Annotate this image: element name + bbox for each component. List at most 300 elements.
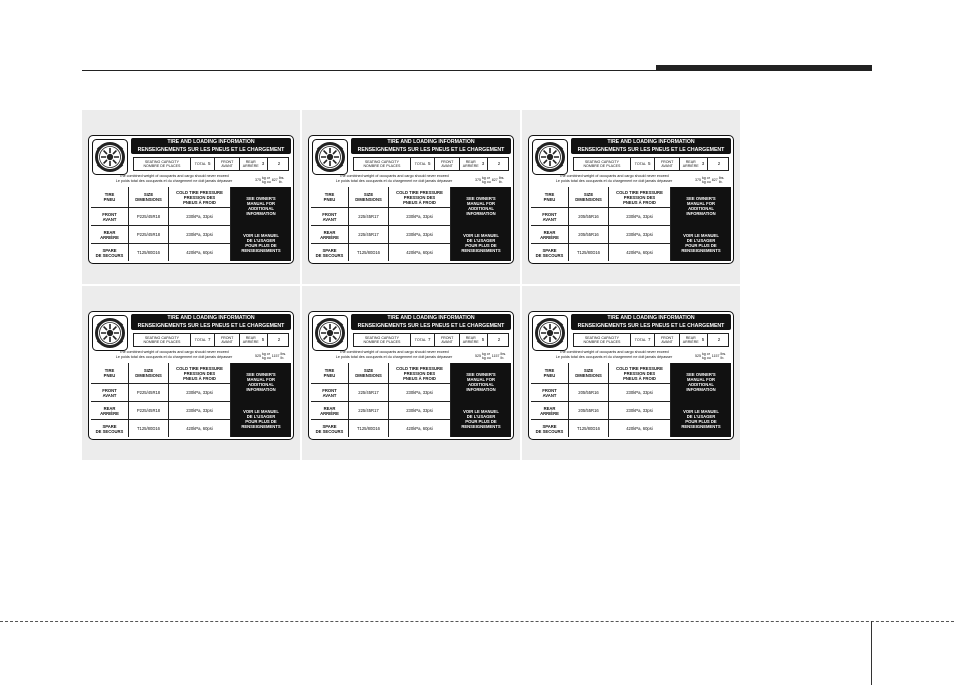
- front-seat-value: 2: [277, 160, 281, 166]
- weight-lbs-unit: lbs. lb.: [500, 352, 507, 360]
- tire-loading-label: [88, 135, 294, 264]
- spare-size: T125/80D16: [569, 419, 609, 437]
- combined-weight-text-fr: Le poids total des occupants et du chargement ne doit jamais dépasser: [115, 355, 233, 359]
- voir-manuel-text: POUR PLUS DE: [245, 243, 277, 248]
- seating-label-fr: NOMBRE DE PLACES: [143, 340, 181, 344]
- tire-icon: [92, 315, 128, 351]
- col-pressure-fr2: PNEUS À FROID: [623, 375, 656, 381]
- seating-capacity-box: [353, 333, 509, 347]
- col-pressure-fr2: PNEUS À FROID: [183, 199, 216, 205]
- voir-manuel-text: DE L'USAGER: [686, 414, 716, 419]
- see-manual-text: MANUAL FOR: [686, 201, 716, 206]
- col-pressure-fr2: PNEUS À FROID: [403, 375, 436, 381]
- row-rear: REAR: [323, 405, 336, 411]
- col-pressure-fr: PRESSION DES: [403, 370, 436, 376]
- front-seat-label-fr: AVANT: [441, 164, 453, 168]
- weight-kg-unit: kg or kg ou: [482, 352, 491, 360]
- see-manual-text: ADDITIONAL: [468, 382, 494, 387]
- total-value: 5: [427, 160, 431, 166]
- label-title: TIRE AND LOADING INFORMATION: [607, 315, 695, 321]
- tire-label-panel: [302, 286, 520, 460]
- row-spare: SPARE: [542, 247, 557, 253]
- seating-capacity-box: [353, 157, 509, 171]
- weight-kg: 525: [475, 353, 481, 358]
- label-header: [131, 138, 291, 154]
- tire-loading-label: [88, 311, 294, 440]
- label-title-fr: RENSEIGNEMENTS SUR LES PNEUS ET LE CHARGEMENT: [137, 323, 285, 329]
- rear-seat-label-fr: ARRIÈRE: [462, 164, 479, 168]
- front-seat-label: FRONT: [440, 159, 454, 164]
- row-spare: SPARE: [542, 423, 557, 429]
- see-manual-text: INFORMATION: [466, 211, 496, 216]
- front-pressure: 230kPa, 33psi: [609, 383, 671, 401]
- total-label: TOTAL: [194, 337, 206, 342]
- col-size-fr: DIMENSIONS: [355, 197, 382, 202]
- see-manual-box: [671, 363, 731, 401]
- row-rear-fr: ARRIÈRE: [320, 234, 339, 240]
- see-manual-text: ADDITIONAL: [688, 206, 714, 211]
- weight-lbs: 827: [711, 177, 718, 182]
- rear-size: 205/55R16: [569, 401, 609, 419]
- col-size: SIZE: [363, 192, 374, 197]
- row-front-fr: AVANT: [102, 392, 117, 398]
- voir-manuel-text: RENSEIGNEMENTS: [241, 424, 281, 429]
- rear-seat-label: REAR: [245, 159, 256, 164]
- combined-weight-text-fr: Le poids total des occupants et du chargement ne doit jamais dépasser: [555, 179, 673, 183]
- see-manual-text: INFORMATION: [686, 387, 716, 392]
- tire-label-panel: [82, 286, 300, 460]
- row-spare: SPARE: [102, 423, 117, 429]
- see-manual-text: INFORMATION: [466, 387, 496, 392]
- row-front-fr: AVANT: [102, 216, 117, 222]
- spare-size: T125/80D16: [129, 419, 169, 437]
- voir-manuel-text: POUR PLUS DE: [465, 419, 497, 424]
- col-pressure-fr: PRESSION DES: [183, 194, 216, 200]
- front-seat-label-fr: AVANT: [441, 340, 453, 344]
- rear-seat-label: REAR: [465, 335, 476, 340]
- label-title-fr: RENSEIGNEMENTS SUR LES PNEUS ET LE CHARGEMENT: [137, 147, 285, 153]
- weight-kg: 525: [255, 353, 261, 358]
- col-size-fr: DIMENSIONS: [135, 373, 162, 378]
- tire-pressure-table: [91, 187, 291, 261]
- col-pressure-fr: PRESSION DES: [183, 370, 216, 376]
- col-size: SIZE: [363, 368, 374, 373]
- total-value: 5: [207, 160, 211, 166]
- col-size: SIZE: [583, 368, 594, 373]
- rear-pressure: 230kPa, 33psi: [169, 225, 231, 243]
- seating-label: SEATING CAPACITY: [584, 335, 620, 340]
- weight-kg-unit: kg or kg ou: [262, 352, 271, 360]
- col-size-fr: DIMENSIONS: [575, 373, 602, 378]
- see-manual-text: SEE OWNER'S: [686, 372, 716, 377]
- weight-lbs-unit: lbs. lb.: [718, 176, 725, 184]
- see-manual-box: [231, 187, 291, 225]
- seating-label: SEATING CAPACITY: [364, 335, 400, 340]
- combined-weight-note: [313, 350, 511, 362]
- weight-kg: 375: [255, 177, 261, 182]
- front-size: 225/45R17: [349, 207, 389, 225]
- row-front: FRONT: [322, 211, 337, 217]
- col-tire: TIRE: [324, 192, 335, 197]
- total-value: 7: [207, 336, 211, 342]
- rear-seat-label: REAR: [685, 335, 696, 340]
- row-front: FRONT: [322, 387, 337, 393]
- combined-weight-note: [533, 350, 731, 362]
- tire-icon: [312, 139, 348, 175]
- front-size: 205/55R16: [569, 207, 609, 225]
- front-size: P225/45R18: [129, 383, 169, 401]
- footer-dashed-rule: [0, 621, 954, 622]
- col-tire: TIRE: [544, 368, 555, 373]
- label-header: [571, 314, 731, 330]
- weight-kg: 525: [695, 353, 701, 358]
- weight-kg-unit: kg or kg ou: [702, 352, 711, 360]
- spare-pressure: 420kPa, 60psi: [609, 243, 671, 261]
- voir-manuel-text: DE L'USAGER: [686, 238, 716, 243]
- weight-lbs-unit: lbs. lb.: [498, 176, 505, 184]
- see-manual-text: INFORMATION: [686, 211, 716, 216]
- voir-manuel-text: VOIR LE MANUEL: [463, 409, 499, 414]
- row-rear-fr: ARRIÈRE: [540, 234, 559, 240]
- row-spare-fr: DE SECOURS: [535, 428, 564, 434]
- tire-pressure-table: [91, 363, 291, 437]
- see-manual-text: MANUAL FOR: [686, 377, 716, 382]
- rear-pressure: 230kPa, 33psi: [389, 225, 451, 243]
- row-front: FRONT: [102, 387, 117, 393]
- see-manual-box: [451, 187, 511, 225]
- col-pressure-fr: PRESSION DES: [403, 194, 436, 200]
- spare-pressure: 420kPa, 60psi: [609, 419, 671, 437]
- weight-kg: 375: [475, 177, 481, 182]
- rear-size: 225/45R17: [349, 401, 389, 419]
- voir-manuel-box: [451, 401, 511, 437]
- rear-seat-value: 5: [701, 336, 705, 342]
- row-front-fr: AVANT: [322, 392, 337, 398]
- tire-label-panel: [82, 110, 300, 284]
- front-seat-label-fr: AVANT: [221, 164, 233, 168]
- col-pressure-fr2: PNEUS À FROID: [183, 375, 216, 381]
- rear-seat-label-fr: ARRIÈRE: [682, 164, 699, 168]
- front-pressure: 230kPa, 33psi: [169, 207, 231, 225]
- col-tire-fr: PNEU: [323, 197, 336, 202]
- col-tire-fr: PNEU: [543, 373, 556, 378]
- spare-pressure: 420kPa, 60psi: [389, 243, 451, 261]
- tire-label-grid: [82, 110, 740, 462]
- combined-weight-note: [93, 350, 291, 362]
- front-seat-value: 2: [497, 336, 501, 342]
- seating-label: SEATING CAPACITY: [144, 159, 180, 164]
- voir-manuel-text: DE L'USAGER: [466, 238, 496, 243]
- combined-weight-note: [93, 174, 291, 186]
- combined-weight-text-fr: Le poids total des occupants et du chargement ne doit jamais dépasser: [555, 355, 673, 359]
- rear-size: 205/55R16: [569, 225, 609, 243]
- spare-size: T125/80D16: [129, 243, 169, 261]
- label-title: TIRE AND LOADING INFORMATION: [607, 139, 695, 145]
- front-seat-label-fr: AVANT: [661, 164, 673, 168]
- label-title-fr: RENSEIGNEMENTS SUR LES PNEUS ET LE CHARGEMENT: [357, 147, 505, 153]
- see-manual-text: ADDITIONAL: [248, 206, 274, 211]
- weight-lbs-unit: lbs. lb.: [278, 176, 285, 184]
- front-seat-value: 2: [277, 336, 281, 342]
- row-spare-fr: DE SECOURS: [95, 252, 124, 258]
- voir-manuel-text: RENSEIGNEMENTS: [461, 248, 501, 253]
- tire-icon: [532, 315, 568, 351]
- seating-label-fr: NOMBRE DE PLACES: [583, 340, 621, 344]
- tire-loading-label: [528, 311, 734, 440]
- weight-lbs-unit: lbs. lb.: [280, 352, 287, 360]
- col-pressure: COLD TIRE PRESSURE: [616, 189, 663, 195]
- voir-manuel-text: POUR PLUS DE: [685, 419, 717, 424]
- front-seat-label-fr: AVANT: [661, 340, 673, 344]
- row-front-fr: AVANT: [542, 392, 557, 398]
- rear-seat-label-fr: ARRIÈRE: [242, 340, 259, 344]
- total-label: TOTAL: [634, 337, 646, 342]
- row-rear: REAR: [103, 405, 116, 411]
- label-title: TIRE AND LOADING INFORMATION: [387, 139, 475, 145]
- weight-lbs: 1157: [271, 353, 280, 358]
- combined-weight-text: The combined weight of occupants and cargo should never exceed: [559, 174, 669, 178]
- see-manual-text: SEE OWNER'S: [466, 196, 496, 201]
- col-pressure: COLD TIRE PRESSURE: [616, 365, 663, 371]
- front-pressure: 230kPa, 33psi: [169, 383, 231, 401]
- voir-manuel-text: VOIR LE MANUEL: [463, 233, 499, 238]
- rear-seat-value: 3: [701, 160, 705, 166]
- col-pressure: COLD TIRE PRESSURE: [396, 189, 443, 195]
- see-manual-text: INFORMATION: [246, 387, 276, 392]
- total-label: TOTAL: [194, 161, 206, 166]
- tire-loading-label: [308, 135, 514, 264]
- front-seat-value: 2: [717, 336, 721, 342]
- voir-manuel-box: [451, 225, 511, 261]
- see-manual-box: [451, 363, 511, 401]
- voir-manuel-text: VOIR LE MANUEL: [683, 233, 719, 238]
- see-manual-text: SEE OWNER'S: [246, 372, 276, 377]
- rear-pressure: 230kPa, 33psi: [609, 401, 671, 419]
- seating-label-fr: NOMBRE DE PLACES: [583, 164, 621, 168]
- see-manual-box: [231, 363, 291, 401]
- spare-size: T125/80D16: [349, 243, 389, 261]
- combined-weight-note: [533, 174, 731, 186]
- combined-weight-text: The combined weight of occupants and cargo should never exceed: [339, 350, 449, 354]
- col-tire: TIRE: [104, 192, 115, 197]
- tire-icon: [532, 139, 568, 175]
- seating-capacity-box: [133, 333, 289, 347]
- rear-seat-label-fr: ARRIÈRE: [682, 340, 699, 344]
- total-label: TOTAL: [414, 337, 426, 342]
- total-label: TOTAL: [634, 161, 646, 166]
- spare-pressure: 420kPa, 60psi: [169, 419, 231, 437]
- spare-size: T125/80D16: [569, 243, 609, 261]
- tire-loading-label: [308, 311, 514, 440]
- weight-kg-unit: kg or kg ou: [482, 176, 491, 184]
- col-pressure: COLD TIRE PRESSURE: [176, 365, 223, 371]
- col-size: SIZE: [583, 192, 594, 197]
- see-manual-box: [671, 187, 731, 225]
- col-size-fr: DIMENSIONS: [135, 197, 162, 202]
- see-manual-text: ADDITIONAL: [468, 206, 494, 211]
- total-label: TOTAL: [414, 161, 426, 166]
- row-rear: REAR: [103, 229, 116, 235]
- header-rule: [82, 70, 872, 71]
- voir-manuel-text: RENSEIGNEMENTS: [681, 248, 721, 253]
- combined-weight-text-fr: Le poids total des occupants et du chargement ne doit jamais dépasser: [335, 355, 453, 359]
- rear-size: P225/45R18: [129, 401, 169, 419]
- voir-manuel-box: [671, 401, 731, 437]
- label-header: [351, 138, 511, 154]
- spare-size: T125/80D16: [349, 419, 389, 437]
- col-size: SIZE: [143, 368, 154, 373]
- combined-weight-text: The combined weight of occupants and cargo should never exceed: [119, 350, 229, 354]
- col-pressure-fr: PRESSION DES: [623, 370, 656, 376]
- front-seat-value: 2: [497, 160, 501, 166]
- seating-label-fr: NOMBRE DE PLACES: [363, 340, 401, 344]
- front-size: 205/55R16: [569, 383, 609, 401]
- row-spare-fr: DE SECOURS: [95, 428, 124, 434]
- label-header: [351, 314, 511, 330]
- total-value: 7: [427, 336, 431, 342]
- rear-seat-label: REAR: [465, 159, 476, 164]
- voir-manuel-text: DE L'USAGER: [246, 414, 276, 419]
- voir-manuel-text: RENSEIGNEMENTS: [461, 424, 501, 429]
- combined-weight-text-fr: Le poids total des occupants et du chargement ne doit jamais dépasser: [335, 179, 453, 183]
- col-pressure-fr: PRESSION DES: [623, 194, 656, 200]
- rear-seat-label: REAR: [685, 159, 696, 164]
- col-pressure-fr2: PNEUS À FROID: [623, 199, 656, 205]
- combined-weight-text: The combined weight of occupants and cargo should never exceed: [339, 174, 449, 178]
- row-front-fr: AVANT: [542, 216, 557, 222]
- weight-kg-unit: kg or kg ou: [702, 176, 711, 184]
- tire-label-panel: [522, 286, 740, 460]
- front-seat-label: FRONT: [660, 335, 674, 340]
- col-tire: TIRE: [104, 368, 115, 373]
- row-front: FRONT: [542, 211, 557, 217]
- front-pressure: 230kPa, 33psi: [389, 207, 451, 225]
- col-tire: TIRE: [324, 368, 335, 373]
- row-spare-fr: DE SECOURS: [535, 252, 564, 258]
- weight-lbs-unit: lbs. lb.: [720, 352, 727, 360]
- col-pressure-fr2: PNEUS À FROID: [403, 199, 436, 205]
- voir-manuel-text: POUR PLUS DE: [685, 243, 717, 248]
- voir-manuel-text: VOIR LE MANUEL: [243, 233, 279, 238]
- voir-manuel-text: RENSEIGNEMENTS: [241, 248, 281, 253]
- voir-manuel-text: DE L'USAGER: [246, 238, 276, 243]
- col-size-fr: DIMENSIONS: [575, 197, 602, 202]
- rear-pressure: 230kPa, 33psi: [609, 225, 671, 243]
- combined-weight-text-fr: Le poids total des occupants et du chargement ne doit jamais dépasser: [115, 179, 233, 183]
- row-spare: SPARE: [322, 247, 337, 253]
- see-manual-text: ADDITIONAL: [688, 382, 714, 387]
- rear-pressure: 230kPa, 33psi: [169, 401, 231, 419]
- row-spare: SPARE: [322, 423, 337, 429]
- rear-seat-label-fr: ARRIÈRE: [462, 340, 479, 344]
- see-manual-text: ADDITIONAL: [248, 382, 274, 387]
- front-seat-label: FRONT: [440, 335, 454, 340]
- front-pressure: 230kPa, 33psi: [609, 207, 671, 225]
- voir-manuel-box: [231, 401, 291, 437]
- row-spare: SPARE: [102, 247, 117, 253]
- tire-pressure-table: [531, 187, 731, 261]
- label-title: TIRE AND LOADING INFORMATION: [167, 315, 255, 321]
- combined-weight-note: [313, 174, 511, 186]
- tire-icon: [312, 315, 348, 351]
- total-value: 7: [647, 336, 651, 342]
- combined-weight-text: The combined weight of occupants and cargo should never exceed: [559, 350, 669, 354]
- label-title: TIRE AND LOADING INFORMATION: [167, 139, 255, 145]
- label-title-fr: RENSEIGNEMENTS SUR LES PNEUS ET LE CHARGEMENT: [357, 323, 505, 329]
- seating-label: SEATING CAPACITY: [584, 159, 620, 164]
- front-seat-label: FRONT: [220, 159, 234, 164]
- seating-capacity-box: [133, 157, 289, 171]
- seating-label-fr: NOMBRE DE PLACES: [143, 164, 181, 168]
- col-size: SIZE: [143, 192, 154, 197]
- tire-label-panel: [302, 110, 520, 284]
- footer-divider: [871, 621, 872, 685]
- tire-pressure-table: [311, 363, 511, 437]
- row-spare-fr: DE SECOURS: [315, 252, 344, 258]
- see-manual-text: MANUAL FOR: [246, 201, 276, 206]
- rear-size: P225/45R18: [129, 225, 169, 243]
- voir-manuel-box: [671, 225, 731, 261]
- row-rear-fr: ARRIÈRE: [320, 410, 339, 416]
- voir-manuel-text: RENSEIGNEMENTS: [681, 424, 721, 429]
- tire-label-panel: [522, 110, 740, 284]
- row-rear-fr: ARRIÈRE: [100, 410, 119, 416]
- see-manual-text: MANUAL FOR: [466, 377, 496, 382]
- spare-pressure: 420kPa, 60psi: [169, 243, 231, 261]
- voir-manuel-box: [231, 225, 291, 261]
- col-tire-fr: PNEU: [543, 197, 556, 202]
- row-rear: REAR: [323, 229, 336, 235]
- voir-manuel-text: VOIR LE MANUEL: [683, 409, 719, 414]
- row-front-fr: AVANT: [322, 216, 337, 222]
- front-seat-value: 2: [717, 160, 721, 166]
- col-tire-fr: PNEU: [323, 373, 336, 378]
- col-pressure: COLD TIRE PRESSURE: [396, 365, 443, 371]
- see-manual-text: MANUAL FOR: [466, 201, 496, 206]
- label-title: TIRE AND LOADING INFORMATION: [387, 315, 475, 321]
- row-rear-fr: ARRIÈRE: [540, 410, 559, 416]
- voir-manuel-text: VOIR LE MANUEL: [243, 409, 279, 414]
- voir-manuel-text: POUR PLUS DE: [465, 243, 497, 248]
- front-seat-label-fr: AVANT: [221, 340, 233, 344]
- front-seat-label: FRONT: [220, 335, 234, 340]
- row-front: FRONT: [542, 387, 557, 393]
- rear-pressure: 230kPa, 33psi: [389, 401, 451, 419]
- rear-seat-value: 3: [261, 160, 265, 166]
- see-manual-text: SEE OWNER'S: [686, 196, 716, 201]
- weight-kg-unit: kg or kg ou: [262, 176, 271, 184]
- front-size: 225/45R17: [349, 383, 389, 401]
- tire-loading-label: [528, 135, 734, 264]
- weight-lbs: 827: [271, 177, 278, 182]
- col-tire: TIRE: [544, 192, 555, 197]
- col-pressure: COLD TIRE PRESSURE: [176, 189, 223, 195]
- col-tire-fr: PNEU: [103, 197, 116, 202]
- tire-pressure-table: [311, 187, 511, 261]
- combined-weight-text: The combined weight of occupants and cargo should never exceed: [119, 174, 229, 178]
- rear-seat-value: 5: [261, 336, 265, 342]
- rear-seat-value: 5: [481, 336, 485, 342]
- voir-manuel-text: POUR PLUS DE: [245, 419, 277, 424]
- rear-seat-value: 3: [481, 160, 485, 166]
- see-manual-text: SEE OWNER'S: [466, 372, 496, 377]
- row-rear: REAR: [543, 405, 556, 411]
- col-size-fr: DIMENSIONS: [355, 373, 382, 378]
- see-manual-text: MANUAL FOR: [246, 377, 276, 382]
- weight-lbs: 827: [491, 177, 498, 182]
- front-seat-label: FRONT: [660, 159, 674, 164]
- col-tire-fr: PNEU: [103, 373, 116, 378]
